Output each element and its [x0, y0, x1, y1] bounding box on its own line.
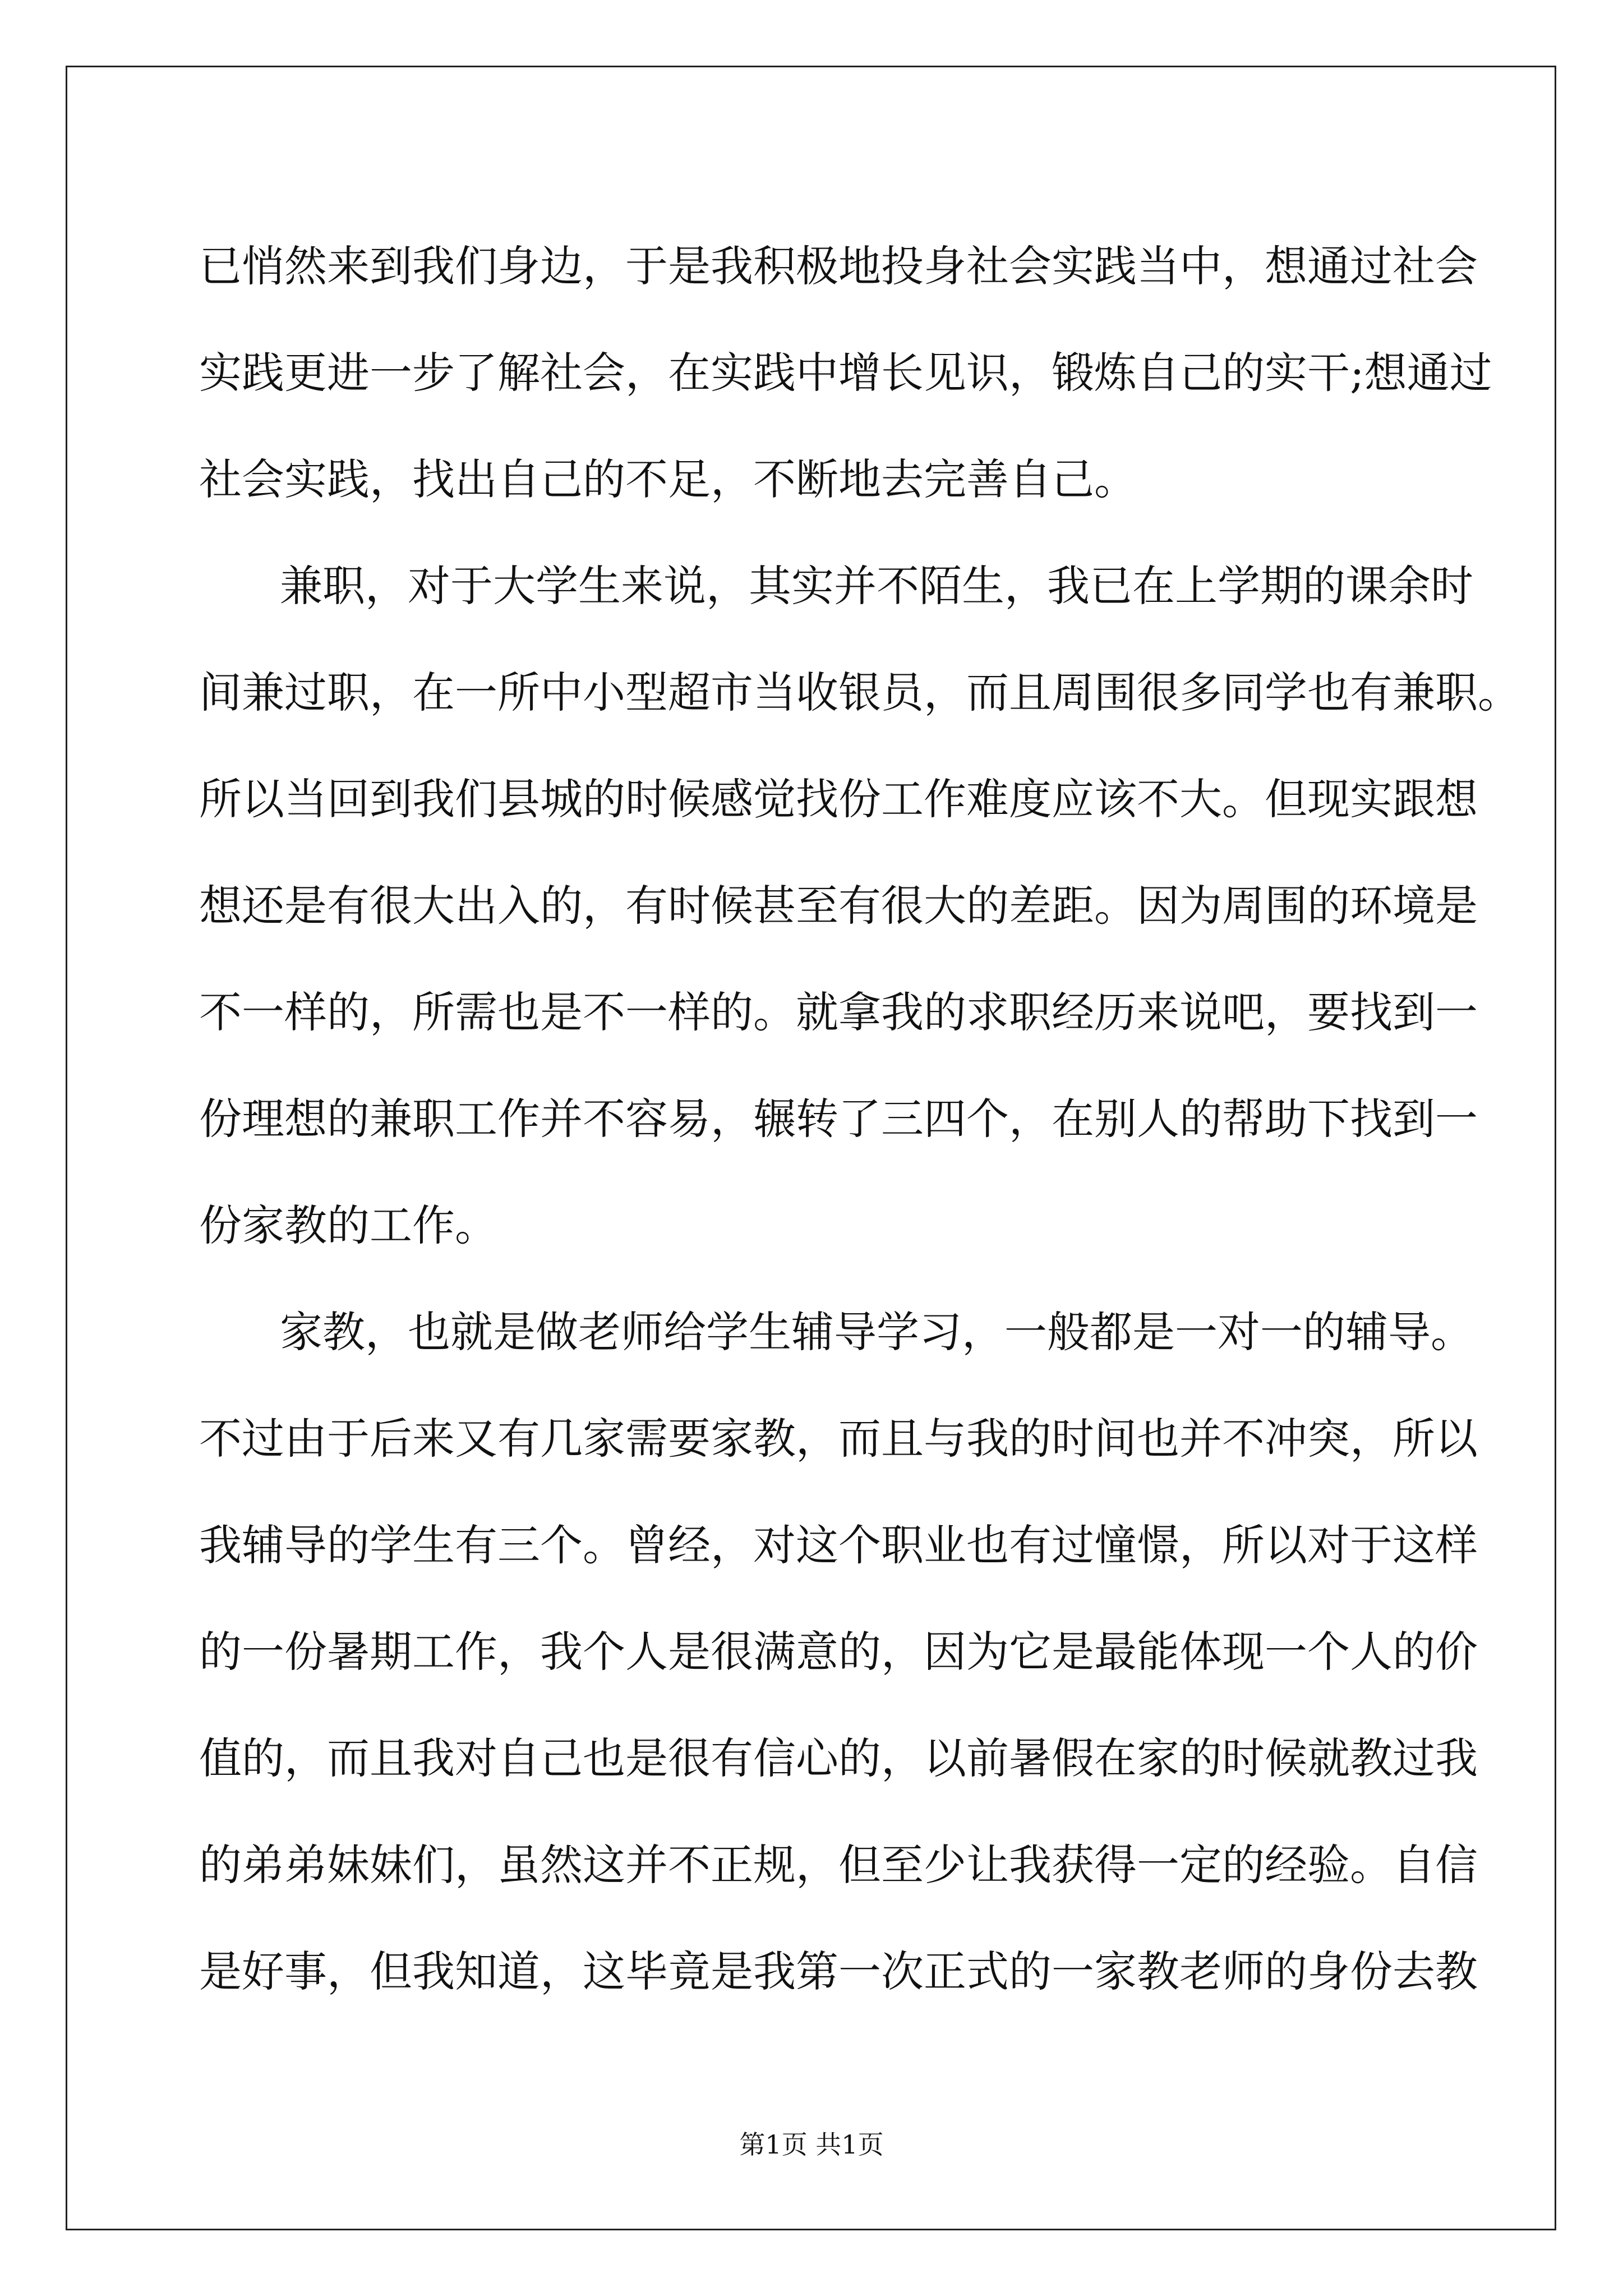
- text-line: 实践更进一步了解社会，在实践中增长见识，锻炼自己的实干;想通过: [199, 348, 1492, 398]
- text-line: 值的，而且我对自己也是很有信心的，以前暑假在家的时候就教过我: [199, 1733, 1478, 1783]
- text-line: 已悄然来到我们身边，于是我积极地投身社会实践当中，想通过社会: [199, 241, 1478, 291]
- text-line: 份家教的工作。: [199, 1200, 497, 1250]
- text-line: 我辅导的学生有三个。曾经，对这个职业也有过憧憬，所以对于这样: [199, 1520, 1478, 1570]
- text-line: 份理想的兼职工作并不容易，辗转了三四个，在别人的帮助下找到一: [199, 1094, 1478, 1144]
- document-body: [199, 213, 1520, 2025]
- page-number-footer: 第1页 共1页: [739, 2129, 884, 2160]
- text-line: 社会实践，找出自己的不足，不断地去完善自己。: [199, 454, 1137, 504]
- text-line: 间兼过职，在一所中小型超市当收银员，而且周围很多同学也有兼职。: [199, 668, 1520, 717]
- text-line: 的弟弟妹妹们，虽然这并不正规，但至少让我获得一定的经验。自信: [199, 1840, 1478, 1890]
- text-line: 想还是有很大出入的，有时候甚至有很大的差距。因为周围的环境是: [199, 881, 1478, 931]
- text-line: 不一样的，所需也是不一样的。就拿我的求职经历来说吧，要找到一: [199, 987, 1478, 1037]
- text-line: 兼职，对于大学生来说，其实并不陌生，我已在上学期的课余时: [280, 561, 1473, 611]
- text-line: 所以当回到我们县城的时候感觉找份工作难度应该不大。但现实跟想: [199, 774, 1478, 824]
- text-line: 家教，也就是做老师给学生辅导学习，一般都是一对一的辅导。: [280, 1307, 1473, 1357]
- text-line: 是好事，但我知道，这毕竟是我第一次正式的一家教老师的身份去教: [199, 1947, 1478, 1996]
- text-line: 不过由于后来又有几家需要家教，而且与我的时间也并不冲突，所以: [199, 1414, 1478, 1464]
- text-line: 的一份暑期工作，我个人是很满意的，因为它是最能体现一个人的价: [199, 1627, 1478, 1677]
